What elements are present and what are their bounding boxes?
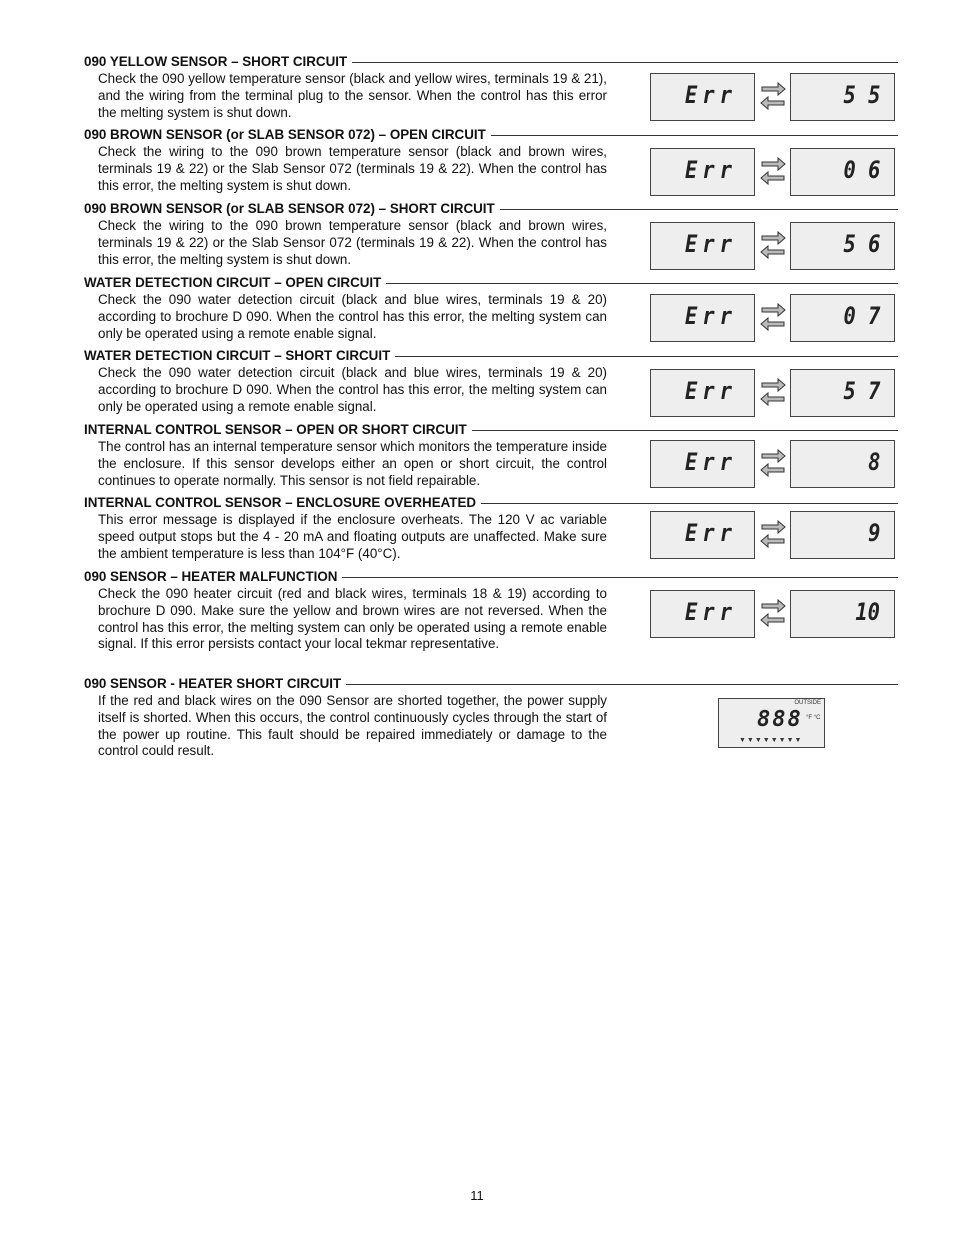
section-heading [84,54,898,70]
display-text: Err [685,598,738,626]
section-heading [84,275,898,291]
display-code: 5 6 [843,230,880,258]
error-display-left [650,440,755,488]
section-body: Check the 090 heater circuit (red and black wires, terminals 18 & 19) according to brochure D 090. Make sure the yellow and brown wires are not reversed. When the control has this error, the melting system can only be operated using a remote enable signal. If this error persists contact your local tekmar representative. [98,586,607,652]
section-title: INTERNAL CONTROL SENSOR – ENCLOSURE OVERHEATED [84,495,477,510]
section-heading [84,201,898,217]
power-up-display [718,698,825,748]
display-code: 0 6 [843,156,880,184]
display-text: Err [685,519,738,547]
heading-rule [500,209,898,210]
error-display-right [790,369,895,417]
display-code: 5 5 [843,81,880,109]
display-text: Err [685,230,738,258]
error-display-right [790,148,895,196]
display-text: Err [685,302,738,330]
alternating-arrows-icon [760,520,786,550]
section-body: Check the wiring to the 090 brown temperature sensor (black and brown wires, terminals 19 & 22) or the Slab Sensor 072 (terminals 19 & 22). When the control has this error, the melting system is shut down. [98,218,607,267]
section-body: If the red and black wires on the 090 Sensor are shorted together, the power supply itself is shorted. When this occurs, the control continuously cycles through the start of the power up routine. This fault should be repaired immediately or damage to the control could result. [98,693,607,759]
outside-label: OUTSIDE [794,700,821,706]
error-display-right [790,222,895,270]
section-body: Check the 090 water detection circuit (black and blue wires, terminals 19 & 20) according to brochure D 090. When the control has this error, the melting system can only be operated using a remote enable signal. [98,292,607,341]
alternating-arrows-icon [760,231,786,261]
section-heading [84,495,898,511]
display-text: Err [685,81,738,109]
display-code: 5 7 [843,377,880,405]
section-title: 090 BROWN SENSOR (or SLAB SENSOR 072) – OPEN CIRCUIT [84,127,486,142]
section-title: 090 SENSOR – HEATER MALFUNCTION [84,569,338,584]
section-heading [84,422,898,438]
section-body: This error message is displayed if the enclosure overheats. The 120 V ac variable speed output stops but the 4 - 20 mA and floating outputs are unaffected. Make sure the ambient temperature is less than 104°F (40°C). [98,512,607,561]
display-text: Err [685,377,738,405]
section-title: INTERNAL CONTROL SENSOR – OPEN OR SHORT CIRCUIT [84,422,467,437]
section-heading [84,127,898,143]
temperature-units: °F °C [806,715,821,721]
error-display-right [790,294,895,342]
page-number: 11 [470,1188,484,1203]
heading-rule [346,684,898,685]
heading-rule [342,577,898,578]
alternating-arrows-icon [760,449,786,479]
heading-rule [481,503,898,504]
error-display-left [650,294,755,342]
display-code: 0 7 [843,302,880,330]
error-display-right [790,73,895,121]
error-display-left [650,590,755,638]
section-title: 090 BROWN SENSOR (or SLAB SENSOR 072) – SHORT CIRCUIT [84,201,495,216]
heading-rule [395,356,898,357]
display-code: 9 [867,519,880,547]
alternating-arrows-icon [760,157,786,187]
section-title: WATER DETECTION CIRCUIT – SHORT CIRCUIT [84,348,391,363]
error-display-left [650,369,755,417]
error-display-left [650,511,755,559]
display-text: Err [685,156,738,184]
section-title: WATER DETECTION CIRCUIT – OPEN CIRCUIT [84,275,382,290]
error-display-left [650,222,755,270]
section-body: The control has an internal temperature sensor which monitors the temperature inside the enclosure. If this sensor develops either an open or short circuit, the control continues to operate normally. This sensor is not field repairable. [98,439,607,488]
error-display-right [790,440,895,488]
display-code: 10 [855,598,880,626]
heading-rule [352,62,898,63]
error-display-right [790,511,895,559]
alternating-arrows-icon [760,378,786,408]
indicator-triangles-icon: ▼▼▼▼▼▼▼▼ [739,737,803,744]
error-display-right [790,590,895,638]
display-digits: 888 [757,707,803,732]
heading-rule [491,135,898,136]
heading-rule [386,283,898,284]
error-display-left [650,73,755,121]
display-code: 8 [867,448,880,476]
alternating-arrows-icon [760,82,786,112]
section-body: Check the wiring to the 090 brown temperature sensor (black and brown wires, terminals 19 & 22) or the Slab Sensor 072 (terminals 19 & 22). When the control has this error, the melting system is shut down. [98,144,607,193]
heading-rule [472,430,898,431]
section-body: Check the 090 water detection circuit (black and blue wires, terminals 19 & 20) according to brochure D 090. When the control has this error, the melting system can only be operated using a remote enable signal. [98,365,607,414]
section-title: 090 YELLOW SENSOR – SHORT CIRCUIT [84,54,348,69]
error-display-left [650,148,755,196]
section-body: Check the 090 yellow temperature sensor (black and yellow wires, terminals 19 & 21), and the wiring from the terminal plug to the sensor. When the control has this error the melting system is shut down. [98,71,607,120]
section-heading [84,569,898,585]
section-heading [84,676,898,692]
section-title: 090 SENSOR - HEATER SHORT CIRCUIT [84,676,342,691]
alternating-arrows-icon [760,303,786,333]
display-text: Err [685,448,738,476]
alternating-arrows-icon [760,599,786,629]
section-heading [84,348,898,364]
